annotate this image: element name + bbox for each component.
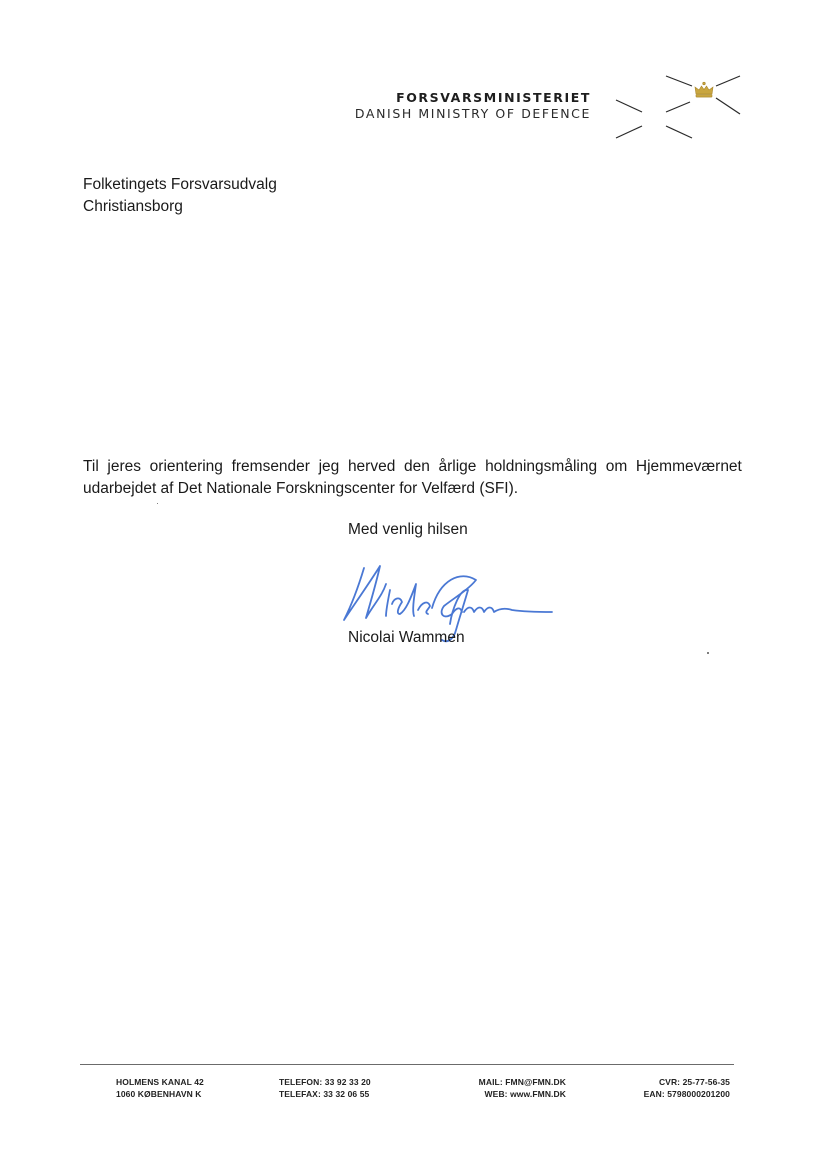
ministry-name: FORSVARSMINISTERIET	[396, 90, 591, 105]
recipient-line: Christiansborg	[83, 198, 183, 215]
body-line-2: udarbejdet af Det Nationale Forskningscenter for Velfærd (SFI).	[83, 480, 519, 497]
footer-address	[116, 1077, 204, 1100]
body-word: herved	[347, 458, 396, 475]
recipient-line: Folketingets Forsvarsudvalg	[83, 176, 277, 193]
closing-salutation: Med venlig hilsen	[348, 521, 468, 538]
footer-city: 1060 KØBENHAVN K	[116, 1088, 202, 1099]
body-word: jeres	[107, 458, 142, 475]
body-word: holdningsmåling	[485, 458, 598, 475]
emblem-line	[616, 126, 642, 138]
footer-mail: MAIL: FMN@FMN.DK	[478, 1077, 566, 1087]
emblem-line	[666, 76, 692, 86]
letter-body	[83, 456, 743, 500]
emblem-line	[716, 98, 740, 114]
recipient-address	[83, 174, 277, 218]
emblem-line	[716, 76, 740, 86]
body-word: fremsender	[231, 458, 310, 475]
body-line-1	[83, 456, 742, 478]
ministry-name-english: DANISH MINISTRY OF DEFENCE	[354, 106, 591, 121]
body-word: orientering	[149, 458, 223, 475]
body-word: den	[403, 458, 430, 475]
body-word: om	[605, 458, 628, 475]
footer-contact	[470, 1077, 566, 1100]
footer-cvr: CVR: 25-77-56-35	[658, 1077, 730, 1087]
footer-divider	[80, 1064, 734, 1065]
footer-telefax: TELEFAX: 33 32 06 55	[279, 1088, 370, 1099]
body-word: Hjemmeværnet	[635, 458, 742, 475]
body-word: Til	[83, 458, 99, 475]
footer-ean: EAN: 5798000201200	[643, 1088, 730, 1099]
body-word: årlige	[438, 458, 477, 475]
scan-speck	[707, 652, 709, 654]
footer-web: WEB: www.FMN.DK	[484, 1088, 566, 1099]
body-word: jeg	[318, 458, 340, 475]
crossed-lines-crown-emblem	[612, 70, 744, 142]
footer-telefon: TELEFON: 33 92 33 20	[279, 1077, 371, 1087]
scan-speck	[157, 503, 158, 504]
signer-name: Nicolai Wammen	[348, 629, 465, 646]
footer-street: HOLMENS KANAL 42	[116, 1077, 204, 1087]
footer-identifiers	[638, 1077, 730, 1100]
footer-phone	[279, 1077, 371, 1100]
emblem-line	[616, 100, 642, 112]
crown-icon	[695, 82, 713, 97]
emblem-line	[666, 102, 690, 112]
emblem-line	[666, 126, 692, 138]
